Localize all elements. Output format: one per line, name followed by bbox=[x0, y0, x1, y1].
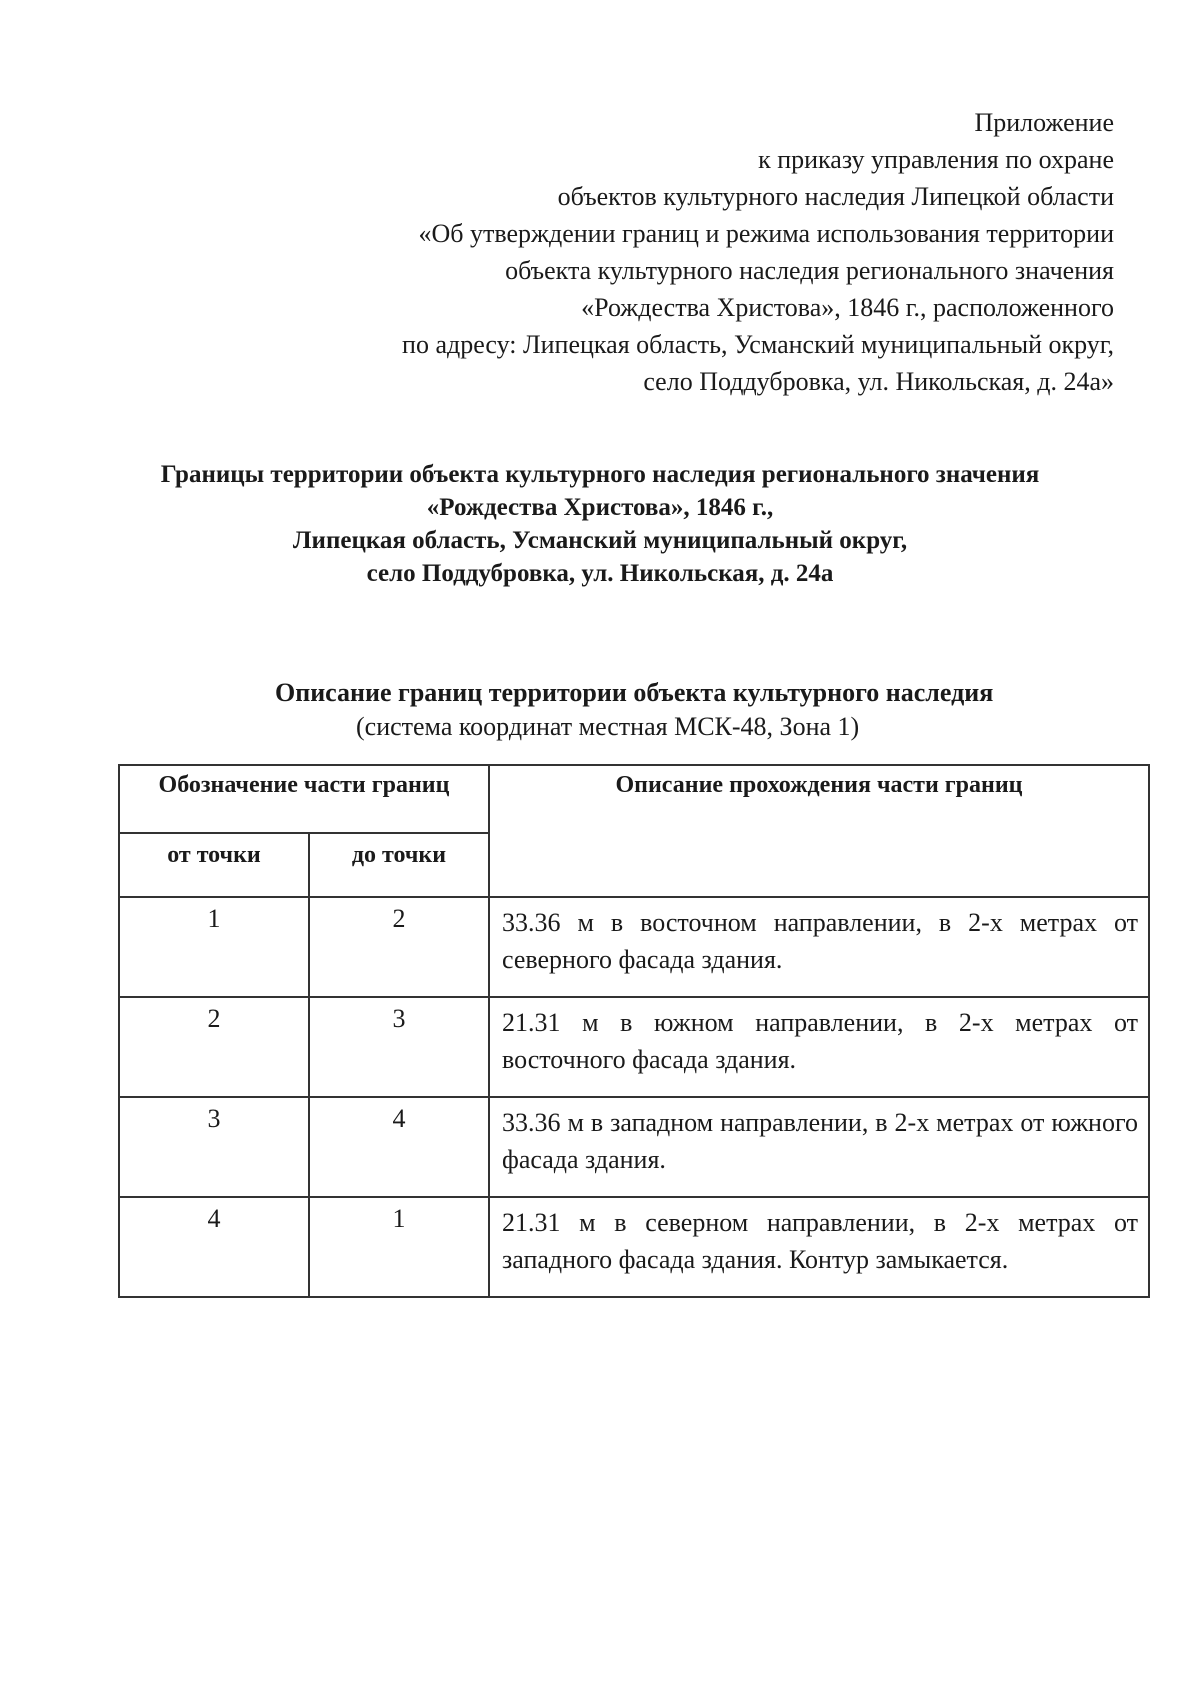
appendix-line: объекта культурного наследия регионального значения bbox=[505, 256, 1114, 285]
appendix-line: «Об утверждении границ и режима использования территории bbox=[418, 219, 1114, 248]
appendix-line: к приказу управления по охране bbox=[758, 145, 1114, 174]
description-heading: Описание границ территории объекта культурного наследия bbox=[275, 678, 994, 707]
from-point-cell: 1 bbox=[119, 897, 309, 997]
table-row bbox=[119, 897, 1149, 997]
description-cell: 21.31 м в северном направлении, в 2-х метрах от западного фасада здания. Контур замыкается. bbox=[489, 1197, 1149, 1297]
title-line: село Поддубровка, ул. Никольская, д. 24а bbox=[366, 560, 834, 587]
table-row bbox=[119, 997, 1149, 1097]
to-point-cell: 1 bbox=[309, 1197, 489, 1297]
header-boundary-parts: Обозначение части границ bbox=[119, 765, 489, 833]
boundary-table bbox=[118, 764, 1150, 1298]
description-cell: 33.36 м в восточном направлении, в 2-х метрах от северного фасада здания. bbox=[489, 897, 1149, 997]
table-header-row bbox=[119, 765, 1149, 833]
to-point-cell: 3 bbox=[309, 997, 489, 1097]
title-line: «Рождества Христова», 1846 г., bbox=[426, 494, 774, 521]
from-point-cell: 3 bbox=[119, 1097, 309, 1197]
title-line: Границы территории объекта культурного наследия регионального значения bbox=[160, 461, 1040, 488]
document-title bbox=[80, 458, 1120, 590]
from-point-cell: 4 bbox=[119, 1197, 309, 1297]
description-cell: 21.31 м в южном направлении, в 2-х метрах от восточного фасада здания. bbox=[489, 997, 1149, 1097]
appendix-line: по адресу: Липецкая область, Усманский муниципальный округ, bbox=[402, 330, 1114, 359]
appendix-line: объектов культурного наследия Липецкой области bbox=[557, 182, 1114, 211]
to-point-cell: 4 bbox=[309, 1097, 489, 1197]
appendix-line: Приложение bbox=[974, 108, 1114, 137]
header-boundary-description: Описание прохождения части границ bbox=[489, 765, 1149, 897]
header-from-point: от точки bbox=[119, 833, 309, 897]
to-point-cell: 2 bbox=[309, 897, 489, 997]
table-row bbox=[119, 1197, 1149, 1297]
title-line: Липецкая область, Усманский муниципальный округ, bbox=[292, 527, 908, 554]
table-row bbox=[119, 1097, 1149, 1197]
description-cell: 33.36 м в западном направлении, в 2-х метрах от южного фасада здания. bbox=[489, 1097, 1149, 1197]
from-point-cell: 2 bbox=[119, 997, 309, 1097]
appendix-block bbox=[214, 104, 1114, 400]
coordinate-system-note: (система координат местная МСК-48, Зона 1) bbox=[356, 712, 860, 741]
appendix-line: село Поддубровка, ул. Никольская, д. 24а» bbox=[643, 367, 1114, 396]
appendix-line: «Рождества Христова», 1846 г., расположенного bbox=[581, 293, 1114, 322]
header-to-point: до точки bbox=[309, 833, 489, 897]
